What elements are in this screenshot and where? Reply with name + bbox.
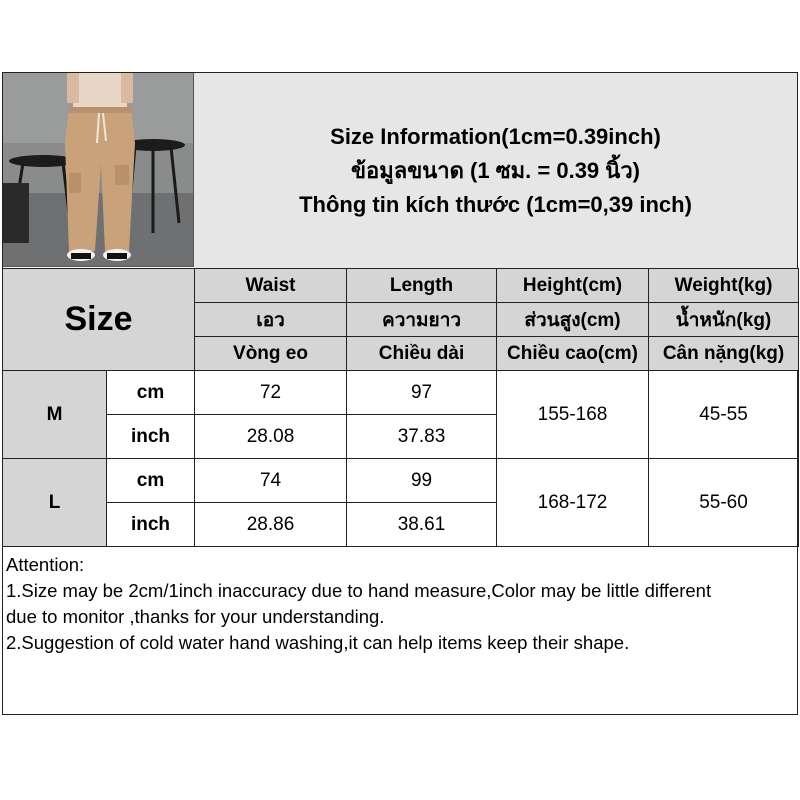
attention-heading: Attention: <box>6 554 85 575</box>
size-info-title <box>194 73 797 268</box>
waist-cm-m: 72 <box>195 371 347 415</box>
col-length-vi: Chiều dài <box>347 337 497 371</box>
col-height-vi: Chiều cao(cm) <box>497 337 649 371</box>
col-height-th: ส่วนสูง(cm) <box>497 303 649 337</box>
size-label-l: L <box>3 459 107 547</box>
col-height-en: Height(cm) <box>497 269 649 303</box>
note-line-3: 2.Suggestion of cold water hand washing,it can help items keep their shape. <box>6 632 630 653</box>
title-thai: ข้อมูลขนาด (1 ซม. = 0.39 นิ้ว) <box>350 157 640 183</box>
col-weight-en: Weight(kg) <box>649 269 799 303</box>
unit-inch: inch <box>107 415 195 459</box>
attention-notes <box>6 552 794 656</box>
product-photo-illustration <box>3 73 193 266</box>
col-length-en: Length <box>347 269 497 303</box>
table-row <box>3 371 799 415</box>
size-label-m: M <box>3 371 107 459</box>
col-waist-vi: Vòng eo <box>195 337 347 371</box>
height-m: 155-168 <box>497 371 649 459</box>
length-cm-l: 99 <box>347 459 497 503</box>
height-l: 168-172 <box>497 459 649 547</box>
waist-cm-l: 74 <box>195 459 347 503</box>
col-weight-vi: Cân nặng(kg) <box>649 337 799 371</box>
length-inch-l: 38.61 <box>347 503 497 547</box>
table-row <box>3 459 799 503</box>
size-table <box>2 268 799 547</box>
unit-cm: cm <box>107 371 195 415</box>
header-row-english <box>3 269 799 303</box>
title-vietnamese: Thông tin kích thước (1cm=0,39 inch) <box>299 191 692 217</box>
title-english: Size Information(1cm=0.39inch) <box>330 123 661 149</box>
col-waist-th: เอว <box>195 303 347 337</box>
note-line-2: due to monitor ,thanks for your understanding. <box>6 606 385 627</box>
weight-m: 45-55 <box>649 371 799 459</box>
unit-cm: cm <box>107 459 195 503</box>
col-waist-en: Waist <box>195 269 347 303</box>
col-weight-th: น้ำหนัก(kg) <box>649 303 799 337</box>
col-length-th: ความยาว <box>347 303 497 337</box>
product-photo <box>3 73 194 267</box>
waist-inch-l: 28.86 <box>195 503 347 547</box>
note-line-1: 1.Size may be 2cm/1inch inaccuracy due to hand measure,Color may be little different <box>6 580 712 601</box>
length-cm-m: 97 <box>347 371 497 415</box>
length-inch-m: 37.83 <box>347 415 497 459</box>
weight-l: 55-60 <box>649 459 799 547</box>
waist-inch-m: 28.08 <box>195 415 347 459</box>
size-header: Size <box>3 269 195 371</box>
unit-inch: inch <box>107 503 195 547</box>
